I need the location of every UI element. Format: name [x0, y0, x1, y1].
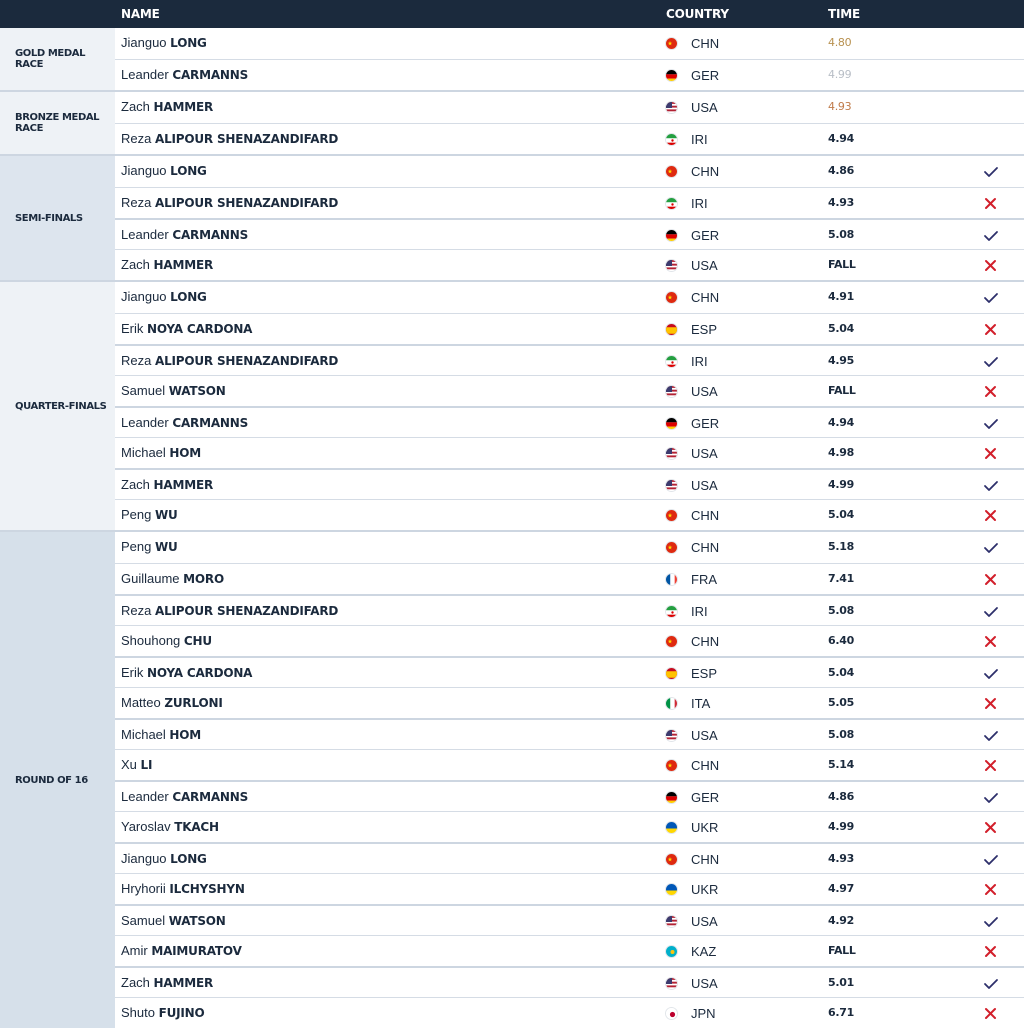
race-time: 4.92	[828, 914, 854, 927]
table-row	[115, 625, 1024, 656]
cross-icon	[983, 323, 999, 337]
athlete-last-name: ALIPOUR SHENAZANDIFARD	[154, 354, 339, 368]
country-code: CHN	[691, 290, 720, 305]
iri-flag-icon	[665, 355, 678, 368]
cross-icon	[983, 697, 999, 711]
athlete-last-name: ALIPOUR SHENAZANDIFARD	[154, 604, 339, 618]
cross-icon	[983, 509, 999, 523]
athlete-name	[121, 943, 242, 958]
race-time: 5.04	[828, 508, 854, 521]
athlete-name	[121, 445, 201, 460]
checkmark-icon	[983, 977, 999, 991]
usa-flag-icon	[665, 447, 678, 460]
athlete-first-name: Erik	[121, 321, 144, 336]
race-time: 6.40	[828, 634, 854, 647]
race-time: 4.99	[828, 478, 854, 491]
table-row	[115, 811, 1024, 842]
round-label: SEMI-FINALS	[0, 156, 115, 280]
athlete-last-name: HAMMER	[153, 976, 213, 990]
athlete-first-name: Jianguo	[121, 163, 167, 178]
athlete-last-name: CHU	[183, 634, 212, 648]
table-row	[115, 904, 1024, 935]
table-row	[115, 59, 1024, 90]
country-code: CHN	[691, 36, 720, 51]
athlete-name	[121, 35, 207, 50]
usa-flag-icon	[665, 915, 678, 928]
round-label: GOLD MEDAL RACE	[0, 28, 115, 90]
athlete-name	[121, 227, 248, 242]
country-code: UKR	[691, 882, 719, 897]
table-row	[115, 156, 1024, 187]
country-code: GER	[691, 790, 720, 805]
table-row	[115, 718, 1024, 749]
country-code: IRI	[691, 196, 708, 211]
column-header-country: COUNTRY	[666, 7, 729, 21]
athlete-last-name: FUJINO	[158, 1006, 205, 1020]
table-row	[115, 873, 1024, 904]
athlete-name	[121, 257, 213, 272]
round-group	[0, 530, 1024, 1028]
esp-flag-icon	[665, 323, 678, 336]
chn-flag-icon	[665, 165, 678, 178]
ger-flag-icon	[665, 417, 678, 430]
checkmark-icon	[983, 479, 999, 493]
country-code: ESP	[691, 322, 718, 337]
country-code: IRI	[691, 354, 708, 369]
athlete-first-name: Leander	[121, 67, 169, 82]
country-code: GER	[691, 416, 720, 431]
country-code: GER	[691, 68, 720, 83]
athlete-last-name: ALIPOUR SHENAZANDIFARD	[154, 196, 339, 210]
athlete-name	[121, 633, 212, 648]
table-row	[115, 532, 1024, 563]
race-time: 4.94	[828, 132, 854, 145]
table-row	[115, 406, 1024, 437]
table-row	[115, 344, 1024, 375]
athlete-name	[121, 131, 338, 146]
athlete-last-name: MAIMURATOV	[151, 944, 242, 958]
column-header-time: TIME	[828, 7, 860, 21]
athlete-last-name: MORO	[183, 572, 224, 586]
athlete-last-name: ALIPOUR SHENAZANDIFARD	[154, 132, 339, 146]
chn-flag-icon	[665, 541, 678, 554]
athlete-first-name: Reza	[121, 195, 152, 210]
cross-icon	[983, 197, 999, 211]
athlete-first-name: Peng	[121, 507, 152, 522]
round-group	[0, 28, 1024, 90]
country-code: GER	[691, 228, 720, 243]
country-code: USA	[691, 100, 718, 115]
athlete-last-name: NOYA CARDONA	[147, 666, 253, 680]
round-group	[0, 154, 1024, 280]
athlete-last-name: WATSON	[168, 914, 226, 928]
athlete-last-name: LONG	[170, 852, 207, 866]
table-row	[115, 656, 1024, 687]
athlete-name	[121, 507, 178, 522]
country-code: IRI	[691, 604, 708, 619]
country-code: CHN	[691, 852, 720, 867]
athlete-first-name: Zach	[121, 99, 150, 114]
athlete-name	[121, 913, 226, 928]
chn-flag-icon	[665, 635, 678, 648]
athlete-last-name: HOM	[169, 446, 202, 460]
athlete-last-name: LONG	[170, 36, 207, 50]
athlete-first-name: Reza	[121, 131, 152, 146]
athlete-first-name: Zach	[121, 477, 150, 492]
country-code: JPN	[691, 1006, 716, 1021]
race-time: 5.14	[828, 758, 854, 771]
table-row	[115, 92, 1024, 123]
checkmark-icon	[983, 791, 999, 805]
table-row	[115, 187, 1024, 218]
athlete-first-name: Michael	[121, 727, 166, 742]
athlete-first-name: Zach	[121, 257, 150, 272]
cross-icon	[983, 385, 999, 399]
chn-flag-icon	[665, 509, 678, 522]
athlete-first-name: Yaroslav	[121, 819, 171, 834]
country-code: IRI	[691, 132, 708, 147]
athlete-name	[121, 665, 252, 680]
athlete-first-name: Leander	[121, 415, 169, 430]
athlete-name	[121, 67, 248, 82]
athlete-first-name: Guillaume	[121, 571, 180, 586]
table-row	[115, 313, 1024, 344]
cross-icon	[983, 821, 999, 835]
athlete-first-name: Zach	[121, 975, 150, 990]
athlete-last-name: TKACH	[174, 820, 219, 834]
table-row	[115, 966, 1024, 997]
race-time: FALL	[828, 944, 856, 957]
athlete-last-name: LONG	[170, 164, 207, 178]
checkmark-icon	[983, 417, 999, 431]
column-header-name: NAME	[121, 7, 160, 21]
race-time: 4.93	[828, 852, 854, 865]
round-rows	[115, 156, 1024, 280]
athlete-name	[121, 353, 338, 368]
country-code: USA	[691, 446, 718, 461]
race-time: 5.04	[828, 322, 854, 335]
race-time: 5.18	[828, 540, 854, 553]
athlete-last-name: LONG	[170, 290, 207, 304]
athlete-last-name: CARMANNS	[172, 228, 249, 242]
athlete-name	[121, 727, 201, 742]
checkmark-icon	[983, 915, 999, 929]
usa-flag-icon	[665, 729, 678, 742]
athlete-last-name: WU	[155, 540, 178, 554]
athlete-name	[121, 99, 213, 114]
cross-icon	[983, 259, 999, 273]
cross-icon	[983, 945, 999, 959]
athlete-name	[121, 757, 152, 772]
checkmark-icon	[983, 165, 999, 179]
round-label: ROUND OF 16	[0, 532, 115, 1028]
race-time: 5.08	[828, 228, 854, 241]
race-time: FALL	[828, 384, 856, 397]
athlete-last-name: CARMANNS	[172, 790, 249, 804]
esp-flag-icon	[665, 667, 678, 680]
athlete-first-name: Jianguo	[121, 289, 167, 304]
country-code: FRA	[691, 572, 717, 587]
athlete-first-name: Reza	[121, 353, 152, 368]
table-row	[115, 123, 1024, 154]
round-rows	[115, 532, 1024, 1028]
country-code: CHN	[691, 634, 720, 649]
round-label: BRONZE MEDAL RACE	[0, 92, 115, 154]
checkmark-icon	[983, 229, 999, 243]
race-time: 5.08	[828, 604, 854, 617]
athlete-first-name: Leander	[121, 789, 169, 804]
race-time: 4.99	[828, 820, 854, 833]
cross-icon	[983, 1007, 999, 1021]
race-time: 4.86	[828, 790, 854, 803]
race-time: 4.97	[828, 882, 854, 895]
round-rows	[115, 28, 1024, 90]
checkmark-icon	[983, 605, 999, 619]
athlete-name	[121, 975, 213, 990]
race-time: 4.86	[828, 164, 854, 177]
athlete-last-name: WATSON	[168, 384, 226, 398]
athlete-first-name: Samuel	[121, 913, 166, 928]
race-time: 5.04	[828, 666, 854, 679]
table-row	[115, 749, 1024, 780]
country-code: ESP	[691, 666, 718, 681]
country-code: USA	[691, 914, 718, 929]
checkmark-icon	[983, 541, 999, 555]
checkmark-icon	[983, 667, 999, 681]
table-row	[115, 218, 1024, 249]
athlete-first-name: Jianguo	[121, 35, 167, 50]
athlete-name	[121, 289, 207, 304]
table-row	[115, 563, 1024, 594]
country-code: USA	[691, 976, 718, 991]
usa-flag-icon	[665, 259, 678, 272]
athlete-last-name: ZURLONI	[164, 696, 223, 710]
round-rows	[115, 92, 1024, 154]
athlete-name	[121, 851, 207, 866]
usa-flag-icon	[665, 479, 678, 492]
athlete-first-name: Matteo	[121, 695, 161, 710]
cross-icon	[983, 447, 999, 461]
ukr-flag-icon	[665, 883, 678, 896]
iri-flag-icon	[665, 133, 678, 146]
round-group	[0, 90, 1024, 154]
race-time: 7.41	[828, 572, 854, 585]
chn-flag-icon	[665, 759, 678, 772]
athlete-first-name: Samuel	[121, 383, 166, 398]
athlete-name	[121, 695, 223, 710]
cross-icon	[983, 573, 999, 587]
round-rows	[115, 282, 1024, 530]
ukr-flag-icon	[665, 821, 678, 834]
athlete-last-name: WU	[155, 508, 178, 522]
table-row	[115, 249, 1024, 280]
ita-flag-icon	[665, 697, 678, 710]
table-row	[115, 468, 1024, 499]
round-label: QUARTER-FINALS	[0, 282, 115, 530]
race-time: 4.91	[828, 290, 854, 303]
athlete-last-name: NOYA CARDONA	[147, 322, 253, 336]
country-code: USA	[691, 384, 718, 399]
athlete-last-name: HAMMER	[153, 478, 213, 492]
cross-icon	[983, 883, 999, 897]
fra-flag-icon	[665, 573, 678, 586]
athlete-name	[121, 477, 213, 492]
country-code: CHN	[691, 540, 720, 555]
checkmark-icon	[983, 729, 999, 743]
athlete-name	[121, 571, 224, 586]
athlete-name	[121, 383, 226, 398]
ger-flag-icon	[665, 229, 678, 242]
table-row	[115, 687, 1024, 718]
athlete-first-name: Michael	[121, 445, 166, 460]
results-table-header	[0, 0, 1024, 28]
table-row	[115, 437, 1024, 468]
results-table	[0, 28, 1024, 1028]
race-time: 4.93	[828, 196, 854, 209]
country-code: USA	[691, 478, 718, 493]
race-time: 4.99	[828, 68, 852, 81]
table-row	[115, 499, 1024, 530]
athlete-last-name: ILCHYSHYN	[169, 882, 245, 896]
athlete-first-name: Amir	[121, 943, 148, 958]
checkmark-icon	[983, 355, 999, 369]
table-row	[115, 282, 1024, 313]
country-code: UKR	[691, 820, 719, 835]
athlete-name	[121, 789, 248, 804]
round-group	[0, 280, 1024, 530]
athlete-first-name: Leander	[121, 227, 169, 242]
table-row	[115, 375, 1024, 406]
athlete-last-name: CARMANNS	[172, 416, 249, 430]
athlete-name	[121, 195, 338, 210]
country-code: CHN	[691, 758, 720, 773]
athlete-last-name: HAMMER	[153, 258, 213, 272]
athlete-last-name: HOM	[169, 728, 202, 742]
athlete-first-name: Jianguo	[121, 851, 167, 866]
jpn-flag-icon	[665, 1007, 678, 1020]
race-time: 4.80	[828, 36, 852, 49]
checkmark-icon	[983, 853, 999, 867]
athlete-first-name: Peng	[121, 539, 152, 554]
athlete-first-name: Reza	[121, 603, 152, 618]
race-time: 5.05	[828, 696, 854, 709]
athlete-name	[121, 539, 178, 554]
athlete-name	[121, 819, 219, 834]
race-time: 4.95	[828, 354, 854, 367]
race-time: 6.71	[828, 1006, 854, 1019]
race-time: 4.98	[828, 446, 854, 459]
chn-flag-icon	[665, 853, 678, 866]
ger-flag-icon	[665, 69, 678, 82]
country-code: USA	[691, 258, 718, 273]
checkmark-icon	[983, 291, 999, 305]
athlete-last-name: LI	[140, 758, 153, 772]
chn-flag-icon	[665, 291, 678, 304]
athlete-name	[121, 603, 338, 618]
athlete-first-name: Shuto	[121, 1005, 155, 1020]
country-code: KAZ	[691, 944, 717, 959]
chn-flag-icon	[665, 37, 678, 50]
race-time: 4.94	[828, 416, 854, 429]
table-row	[115, 28, 1024, 59]
athlete-first-name: Shouhong	[121, 633, 181, 648]
table-row	[115, 997, 1024, 1028]
athlete-last-name: HAMMER	[153, 100, 213, 114]
athlete-name	[121, 1005, 205, 1020]
usa-flag-icon	[665, 385, 678, 398]
iri-flag-icon	[665, 197, 678, 210]
athlete-first-name: Xu	[121, 757, 137, 772]
athlete-first-name: Erik	[121, 665, 144, 680]
table-row	[115, 935, 1024, 966]
usa-flag-icon	[665, 977, 678, 990]
country-code: CHN	[691, 508, 720, 523]
country-code: ITA	[691, 696, 711, 711]
race-time: FALL	[828, 258, 856, 271]
country-code: USA	[691, 728, 718, 743]
table-row	[115, 780, 1024, 811]
athlete-name	[121, 415, 248, 430]
athlete-last-name: CARMANNS	[172, 68, 249, 82]
athlete-first-name: Hryhorii	[121, 881, 166, 896]
iri-flag-icon	[665, 605, 678, 618]
race-time: 5.01	[828, 976, 854, 989]
usa-flag-icon	[665, 101, 678, 114]
athlete-name	[121, 163, 207, 178]
country-code: CHN	[691, 164, 720, 179]
kaz-flag-icon	[665, 945, 678, 958]
race-time: 5.08	[828, 728, 854, 741]
race-time: 4.93	[828, 100, 852, 113]
cross-icon	[983, 759, 999, 773]
athlete-name	[121, 321, 252, 336]
table-row	[115, 842, 1024, 873]
athlete-name	[121, 881, 245, 896]
table-row	[115, 594, 1024, 625]
cross-icon	[983, 635, 999, 649]
ger-flag-icon	[665, 791, 678, 804]
